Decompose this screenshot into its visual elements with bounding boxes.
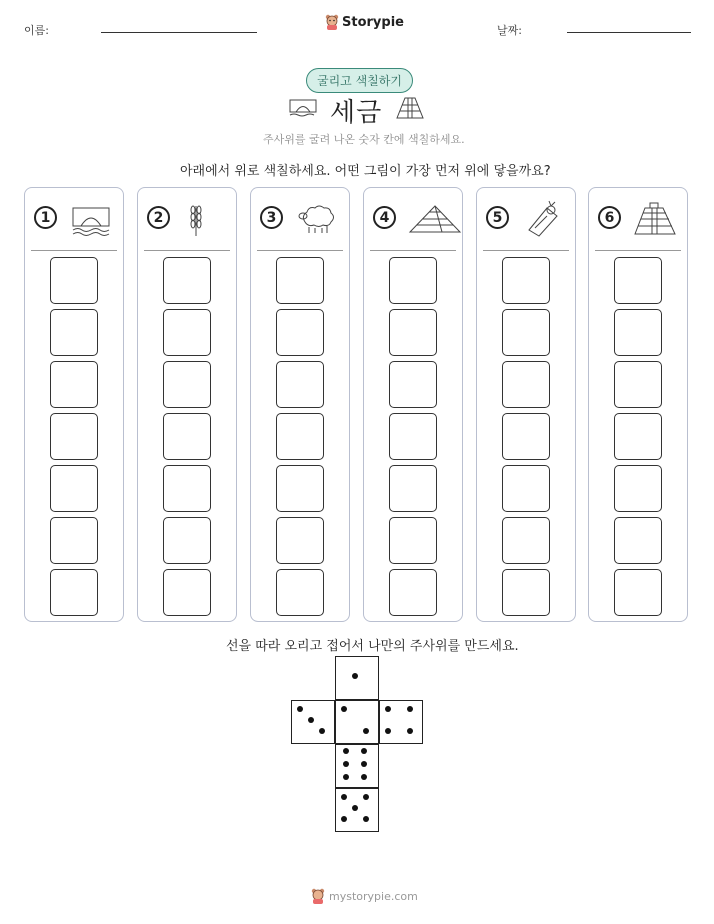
die-face-3 xyxy=(291,700,335,744)
column-number: 4 xyxy=(373,206,396,229)
color-box[interactable] xyxy=(50,517,98,564)
column-5 xyxy=(476,187,576,622)
color-box[interactable] xyxy=(502,309,550,356)
color-box[interactable] xyxy=(502,361,550,408)
color-box[interactable] xyxy=(50,413,98,460)
column-number: 6 xyxy=(598,206,621,229)
column-number: 2 xyxy=(147,206,170,229)
column-3 xyxy=(250,187,350,622)
color-box[interactable] xyxy=(276,517,324,564)
bear-icon xyxy=(311,888,325,904)
page-subtitle: 주사위를 굴려 나온 숫자 칸에 색칠하세요. xyxy=(263,133,465,146)
color-box[interactable] xyxy=(614,413,662,460)
die-pip xyxy=(363,816,369,822)
bridge-icon xyxy=(69,200,113,238)
die-pip xyxy=(407,706,413,712)
page-title: 세금 xyxy=(330,98,383,128)
die-pip xyxy=(385,706,391,712)
die-pip xyxy=(341,794,347,800)
scroll-icon xyxy=(521,200,565,238)
die-pip xyxy=(343,774,349,780)
temple-icon xyxy=(633,200,677,238)
die-pip xyxy=(352,805,358,811)
column-divider xyxy=(257,250,343,251)
color-box[interactable] xyxy=(276,309,324,356)
color-box[interactable] xyxy=(50,257,98,304)
die-pip xyxy=(352,673,358,679)
date-line[interactable] xyxy=(567,32,691,33)
color-box[interactable] xyxy=(502,257,550,304)
color-box[interactable] xyxy=(389,361,437,408)
die-pip xyxy=(343,761,349,767)
footer-url: mystorypie.com xyxy=(329,889,418,903)
die-pip xyxy=(361,761,367,767)
bear-icon xyxy=(325,14,339,30)
color-box[interactable] xyxy=(389,465,437,512)
color-box[interactable] xyxy=(50,361,98,408)
color-box[interactable] xyxy=(276,413,324,460)
color-box[interactable] xyxy=(163,257,211,304)
brand-name: Storypie xyxy=(342,14,404,30)
column-number: 3 xyxy=(260,206,283,229)
column-divider xyxy=(483,250,569,251)
name-line[interactable] xyxy=(101,32,257,33)
color-box[interactable] xyxy=(389,517,437,564)
die-face-1 xyxy=(335,656,379,700)
color-box[interactable] xyxy=(502,413,550,460)
color-box[interactable] xyxy=(163,517,211,564)
color-box[interactable] xyxy=(50,309,98,356)
color-box[interactable] xyxy=(502,569,550,616)
die-pip xyxy=(407,728,413,734)
column-number: 1 xyxy=(34,206,57,229)
color-box[interactable] xyxy=(163,413,211,460)
color-box[interactable] xyxy=(50,465,98,512)
temple-icon xyxy=(393,94,427,120)
die-pip xyxy=(385,728,391,734)
dice-instruction: 선을 따라 오리고 접어서 나만의 주사위를 만드세요. xyxy=(226,639,519,654)
color-box[interactable] xyxy=(614,569,662,616)
sheep-icon xyxy=(295,200,339,238)
bridge-icon xyxy=(288,96,318,120)
die-pip xyxy=(361,748,367,754)
column-1 xyxy=(24,187,124,622)
color-box[interactable] xyxy=(389,413,437,460)
die-face-6 xyxy=(335,744,379,788)
die-pip xyxy=(319,728,325,734)
color-box[interactable] xyxy=(389,257,437,304)
color-box[interactable] xyxy=(276,361,324,408)
column-6 xyxy=(588,187,688,622)
color-box[interactable] xyxy=(389,569,437,616)
column-divider xyxy=(144,250,230,251)
color-box[interactable] xyxy=(276,465,324,512)
die-pip xyxy=(341,706,347,712)
color-box[interactable] xyxy=(502,517,550,564)
color-box[interactable] xyxy=(614,465,662,512)
pyramid-icon xyxy=(408,200,452,238)
die-pip xyxy=(361,774,367,780)
color-box[interactable] xyxy=(614,517,662,564)
column-4 xyxy=(363,187,463,622)
color-box[interactable] xyxy=(389,309,437,356)
die-pip xyxy=(363,728,369,734)
color-box[interactable] xyxy=(163,569,211,616)
color-box[interactable] xyxy=(614,309,662,356)
color-box[interactable] xyxy=(163,465,211,512)
column-number: 5 xyxy=(486,206,509,229)
column-divider xyxy=(31,250,117,251)
color-box[interactable] xyxy=(163,361,211,408)
date-label: 날짜: xyxy=(497,24,522,37)
color-box[interactable] xyxy=(163,309,211,356)
die-pip xyxy=(343,748,349,754)
color-box[interactable] xyxy=(276,257,324,304)
die-face-4 xyxy=(379,700,423,744)
color-box[interactable] xyxy=(614,361,662,408)
wheat-icon xyxy=(182,200,226,238)
activity-badge: 굴리고 색칠하기 xyxy=(306,68,413,93)
color-box[interactable] xyxy=(50,569,98,616)
color-box[interactable] xyxy=(276,569,324,616)
column-2 xyxy=(137,187,237,622)
die-pip xyxy=(341,816,347,822)
column-divider xyxy=(370,250,456,251)
instruction-text: 아래에서 위로 색칠하세요. 어떤 그림이 가장 먼저 위에 닿을까요? xyxy=(180,164,551,179)
color-box[interactable] xyxy=(502,465,550,512)
die-face-2 xyxy=(335,700,379,744)
die-pip xyxy=(308,717,314,723)
color-box[interactable] xyxy=(614,257,662,304)
column-divider xyxy=(595,250,681,251)
die-pip xyxy=(297,706,303,712)
name-label: 이름: xyxy=(24,24,49,37)
brand-logo xyxy=(325,14,404,30)
footer xyxy=(311,888,418,904)
die-pip xyxy=(363,794,369,800)
die-face-5 xyxy=(335,788,379,832)
